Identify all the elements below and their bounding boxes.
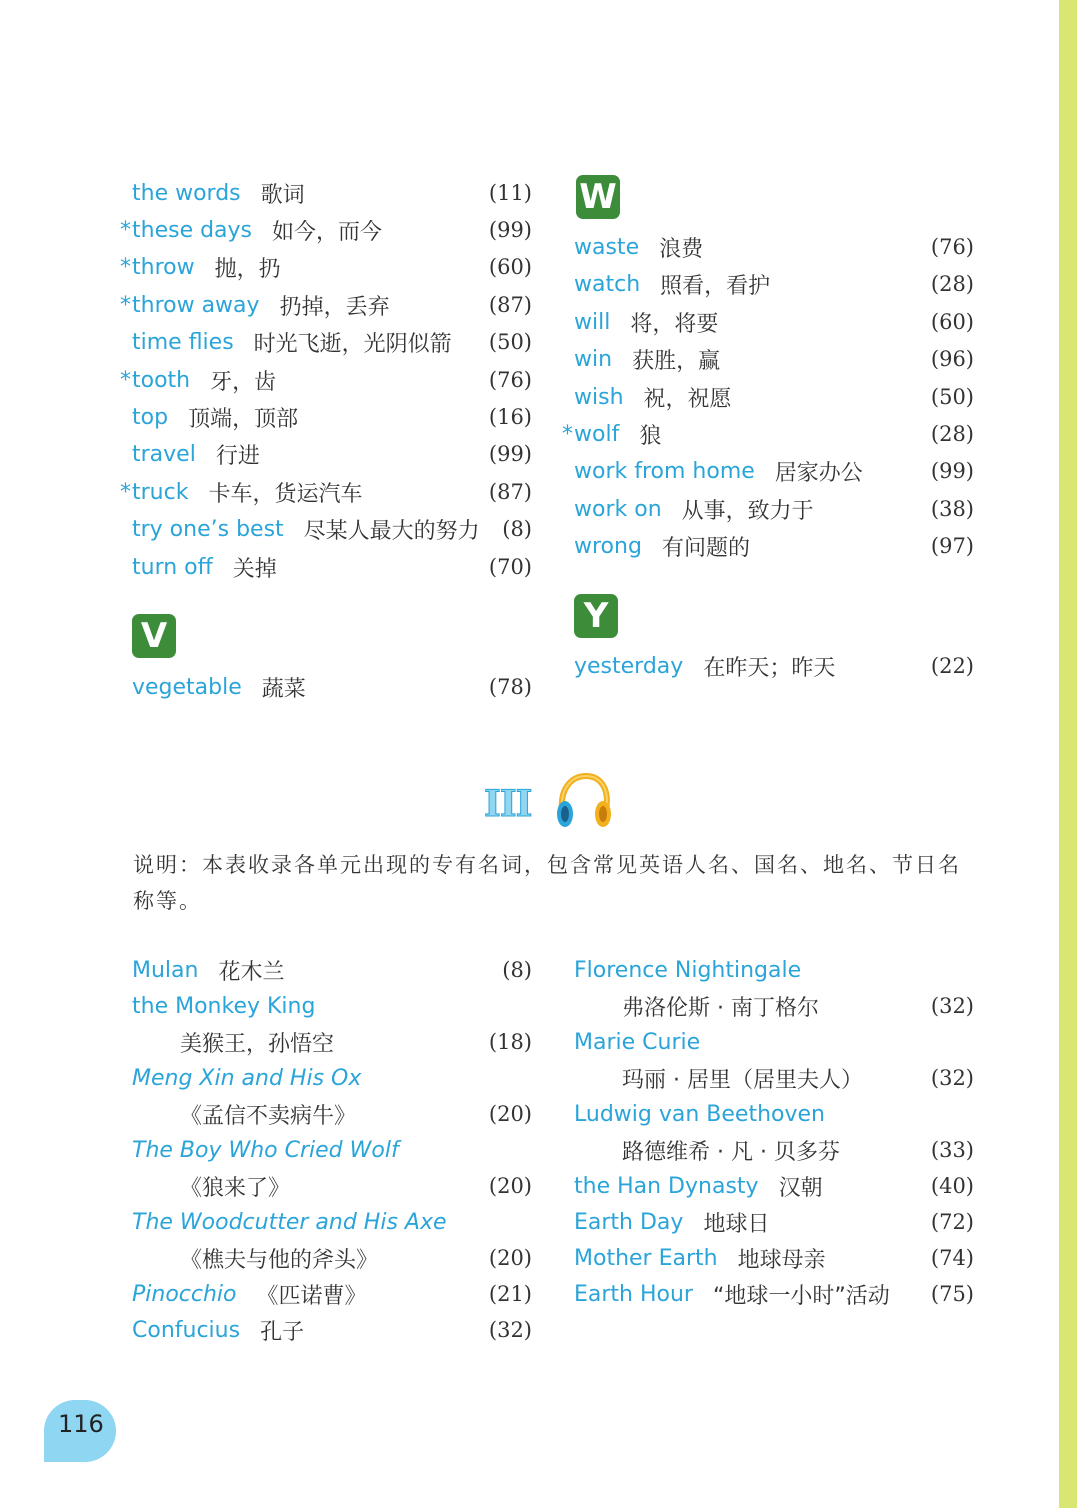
entry-chinese: 尽某人最大的努力 (303, 518, 480, 544)
entry-page-ref: (38) (930, 497, 974, 521)
list-item (120, 363, 532, 397)
entry-english: throw (132, 254, 195, 280)
side-strip (1059, 0, 1077, 1508)
entry-page-ref: (87) (488, 480, 532, 504)
list-item (120, 437, 532, 471)
entry-chinese: 行进 (215, 443, 260, 469)
entry-english: work from home (574, 458, 755, 484)
entry-page-ref: (99) (488, 442, 532, 466)
entry-english: work on (574, 496, 662, 522)
entry-page-ref: (20) (488, 1174, 532, 1198)
entry-english: Florence Nightingale (574, 957, 802, 983)
list-item (562, 953, 974, 987)
entry-english: yesterday (574, 653, 684, 679)
list-item (120, 989, 532, 1023)
entry-page-ref: (11) (488, 181, 532, 205)
list-item (120, 953, 532, 987)
entry-page-ref: (60) (488, 255, 532, 279)
entry-chinese: 时光飞逝，光阴似箭 (253, 331, 452, 357)
entry-page-ref: (32) (488, 1318, 532, 1342)
list-item (562, 230, 974, 264)
entry-page-ref: (99) (488, 218, 532, 242)
entry-chinese: 《匹诺曹》 (256, 1283, 367, 1309)
entry-chinese: 卡车，货运汽车 (208, 481, 363, 507)
entry-english: the Monkey King (132, 993, 316, 1019)
entry-chinese: 孔子 (260, 1319, 305, 1345)
entry-chinese: 顶端，顶部 (188, 406, 299, 432)
entry-english: wolf (574, 421, 620, 447)
list-item (120, 1169, 532, 1203)
entry-chinese: 歌词 (260, 182, 305, 208)
list-item (562, 267, 974, 301)
entry-page-ref: (76) (930, 235, 974, 259)
list-item (562, 1241, 974, 1275)
entry-english: Mulan (132, 957, 199, 983)
entry-english: wrong (574, 533, 642, 559)
list-item (120, 1277, 532, 1311)
entry-page-ref: (32) (930, 1066, 974, 1090)
letter-badge-y: Y (574, 594, 618, 638)
entry-chinese: 浪费 (659, 236, 704, 262)
list-item (120, 475, 532, 509)
entry-english: try one’s best (132, 516, 284, 542)
entry-chinese: 《狼来了》 (180, 1175, 291, 1201)
entry-chinese: 《樵夫与他的斧头》 (180, 1247, 379, 1273)
entry-chinese: 关掉 (232, 556, 277, 582)
entry-chinese: 地球日 (703, 1211, 770, 1237)
entry-chinese: 蔬菜 (261, 676, 306, 702)
entry-chinese: 祝，祝愿 (643, 386, 732, 412)
entry-chinese: 扔掉，丢弃 (279, 294, 390, 320)
list-item (562, 454, 974, 488)
entry-page-ref: (40) (930, 1174, 974, 1198)
entry-english: The Woodcutter and His Axe (132, 1209, 447, 1235)
entry-chinese: 有问题的 (661, 535, 750, 561)
list-item (120, 1061, 532, 1095)
entry-english: The Boy Who Cried Wolf (132, 1137, 399, 1163)
entry-english: Marie Curie (574, 1029, 701, 1055)
entry-english: the words (132, 180, 241, 206)
star-mark: * (120, 254, 131, 280)
entry-chinese: 美猴王，孙悟空 (180, 1031, 335, 1057)
entry-chinese: 在昨天；昨天 (703, 655, 836, 681)
list-item (120, 1241, 532, 1275)
list-item (562, 342, 974, 376)
list-item (120, 512, 532, 546)
entry-chinese: 从事，致力于 (681, 498, 814, 524)
headphones-icon (554, 770, 612, 832)
star-mark: * (562, 421, 573, 447)
entry-page-ref: (18) (488, 1030, 532, 1054)
entry-page-ref: (32) (930, 994, 974, 1018)
entry-english: wish (574, 384, 624, 410)
star-mark: * (120, 292, 131, 318)
list-item (562, 305, 974, 339)
star-mark: * (120, 217, 131, 243)
entry-page-ref: (50) (930, 385, 974, 409)
star-mark: * (120, 479, 131, 505)
list-item (562, 1169, 974, 1203)
entry-english: Confucius (132, 1317, 241, 1343)
list-item (562, 380, 974, 414)
entry-chinese: 获胜，赢 (632, 348, 721, 374)
entry-page-ref: (87) (488, 293, 532, 317)
list-item (562, 989, 974, 1023)
entry-english: top (132, 404, 169, 430)
list-item (120, 1133, 532, 1167)
entry-english: watch (574, 271, 641, 297)
entry-page-ref: (8) (502, 517, 532, 541)
list-item (562, 649, 974, 683)
entry-page-ref: (60) (930, 310, 974, 334)
entry-chinese: 玛丽 · 居里（居里夫人） (622, 1067, 863, 1093)
list-item (120, 1097, 532, 1131)
entry-english: these days (132, 217, 253, 243)
list-item (120, 670, 532, 704)
entry-english: will (574, 309, 611, 335)
entry-chinese: 将，将要 (630, 311, 719, 337)
entry-english: Pinocchio (132, 1281, 237, 1307)
entry-english: Ludwig van Beethoven (574, 1101, 825, 1127)
list-item (562, 1097, 974, 1131)
list-item (562, 1025, 974, 1059)
entry-chinese: 牙，齿 (210, 369, 277, 395)
entry-english: Mother Earth (574, 1245, 718, 1271)
entry-chinese: 花木兰 (218, 959, 285, 985)
list-item (120, 1025, 532, 1059)
entry-chinese: 狼 (639, 423, 662, 449)
entry-page-ref: (78) (488, 675, 532, 699)
entry-page-ref: (28) (930, 422, 974, 446)
entry-english: the Han Dynasty (574, 1173, 759, 1199)
list-item (120, 176, 532, 210)
entry-page-ref: (76) (488, 368, 532, 392)
list-item (562, 1205, 974, 1239)
entry-chinese: 照看，看护 (660, 273, 771, 299)
entry-english: travel (132, 441, 196, 467)
list-item (562, 1277, 974, 1311)
entry-english: Earth Hour (574, 1281, 693, 1307)
entry-english: waste (574, 234, 640, 260)
list-item (562, 492, 974, 526)
entry-chinese: 《孟信不卖病牛》 (180, 1103, 357, 1129)
entry-page-ref: (20) (488, 1246, 532, 1270)
entry-chinese: 居家办公 (774, 460, 863, 486)
entry-page-ref: (74) (930, 1246, 974, 1270)
entry-english: Meng Xin and His Ox (132, 1065, 362, 1091)
section-note: 说明：本表收录各单元出现的专有名词，包含常见英语人名、国名、地名、节日名称等。 (133, 853, 961, 913)
list-item (120, 1313, 532, 1347)
entry-page-ref: (99) (930, 459, 974, 483)
entry-english: turn off (132, 554, 213, 580)
list-item (562, 417, 974, 451)
entry-english: vegetable (132, 674, 242, 700)
entry-chinese: 路德维希 · 凡 · 贝多芬 (622, 1139, 840, 1165)
list-item (120, 325, 532, 359)
list-item (120, 250, 532, 284)
list-item (120, 1205, 532, 1239)
list-item (120, 288, 532, 322)
entry-page-ref: (20) (488, 1102, 532, 1126)
entry-english: win (574, 346, 613, 372)
entry-page-ref: (50) (488, 330, 532, 354)
entry-chinese: 如今，而今 (272, 219, 383, 245)
entry-page-ref: (16) (488, 405, 532, 429)
entry-page-ref: (75) (930, 1282, 974, 1306)
entry-page-ref: (97) (930, 534, 974, 558)
list-item (562, 529, 974, 563)
entry-english: time flies (132, 329, 234, 355)
entry-chinese: 地球母亲 (737, 1247, 826, 1273)
entry-chinese: 弗洛伦斯 · 南丁格尔 (622, 995, 819, 1021)
entry-english: tooth (132, 367, 191, 393)
entry-page-ref: (28) (930, 272, 974, 296)
entry-english: Earth Day (574, 1209, 684, 1235)
entry-page-ref: (33) (930, 1138, 974, 1162)
entry-english: throw away (132, 292, 260, 318)
entry-chinese: 汉朝 (778, 1175, 823, 1201)
list-item (120, 400, 532, 434)
entry-english: truck (132, 479, 189, 505)
list-item (562, 1133, 974, 1167)
entry-page-ref: (22) (930, 654, 974, 678)
entry-page-ref: (21) (488, 1282, 532, 1306)
list-item (120, 213, 532, 247)
letter-badge-w: W (576, 175, 620, 219)
section-number: III (484, 783, 532, 825)
entry-page-ref: (96) (930, 347, 974, 371)
entry-chinese: “地球一小时”活动 (712, 1283, 890, 1309)
entry-page-ref: (8) (502, 958, 532, 982)
entry-chinese: 抛，扔 (214, 256, 281, 282)
entry-page-ref: (72) (930, 1210, 974, 1234)
list-item (120, 550, 532, 584)
entry-page-ref: (70) (488, 555, 532, 579)
star-mark: * (120, 367, 131, 393)
letter-badge-v: V (132, 614, 176, 658)
list-item (562, 1061, 974, 1095)
page-number: 116 (58, 1410, 104, 1438)
